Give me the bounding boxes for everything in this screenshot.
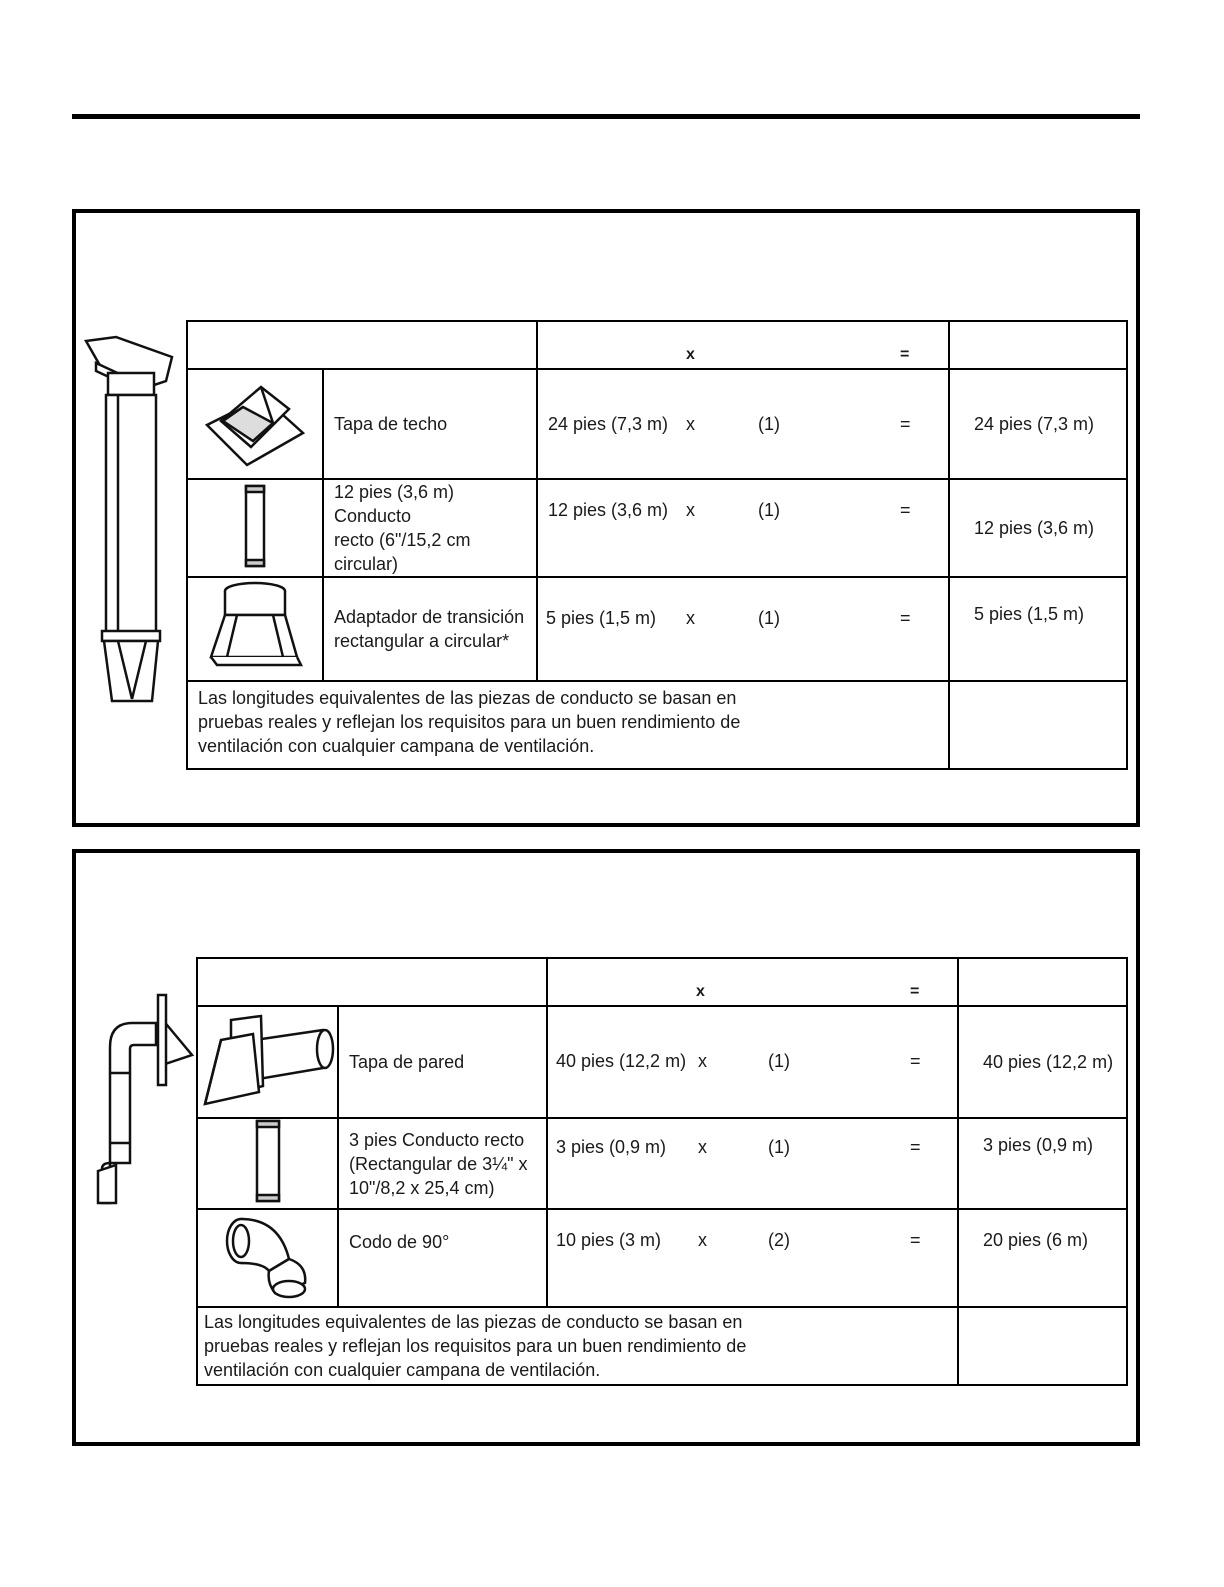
row-calc <box>547 1209 958 1307</box>
note-row <box>197 1307 1127 1385</box>
header-cell-piece <box>187 321 537 369</box>
row-calc <box>537 369 949 479</box>
roof-vent-assembly-icon <box>82 333 182 713</box>
row-times: x <box>698 1051 707 1071</box>
header-times: x <box>686 346 695 363</box>
note-total-cell <box>958 1307 1127 1385</box>
row-times: x <box>686 500 695 520</box>
description-line: 10"/8,2 x 25,4 cm) <box>349 1177 495 1198</box>
transition-adapter-icon <box>187 577 323 681</box>
row-total: 40 pies (12,2 m) <box>958 1006 1127 1118</box>
note-line: pruebas reales y reflejan los requisitos para un buen rendimiento de <box>204 1336 747 1356</box>
row-quantity: (1) <box>768 1051 790 1071</box>
row-equals: = <box>910 1230 921 1250</box>
table-row <box>197 1118 1127 1209</box>
row-quantity: (1) <box>758 608 780 628</box>
row-description <box>323 577 537 681</box>
table-row <box>197 1209 1127 1307</box>
row-times: x <box>698 1137 707 1157</box>
row-quantity: (1) <box>768 1137 790 1157</box>
row-calc <box>547 1006 958 1118</box>
row-times: x <box>698 1230 707 1250</box>
description-line: recto (6"/15,2 cm circular) <box>334 530 471 574</box>
table-row <box>187 369 1127 479</box>
top-rule <box>72 114 1140 119</box>
description-line: 3 pies Conducto recto <box>349 1129 525 1150</box>
row-times: x <box>686 414 695 434</box>
wall-vent-panel <box>72 849 1140 1446</box>
row-equals: = <box>900 608 911 628</box>
header-cell-calc <box>547 958 958 1006</box>
header-cell-total <box>949 321 1127 369</box>
note-line: Las longitudes equivalentes de las piezas de conducto se basan en <box>204 1312 743 1332</box>
table-row <box>197 1006 1127 1118</box>
row-description <box>323 479 537 577</box>
row-total: 20 pies (6 m) <box>958 1209 1127 1307</box>
note-line: Las longitudes equivalentes de las piezas de conducto se basan en <box>198 688 737 708</box>
rectangular-duct-icon <box>197 1118 338 1209</box>
description-line: Adaptador de transición <box>334 607 525 627</box>
row-quantity: (1) <box>758 414 780 434</box>
note-text <box>197 1307 958 1385</box>
row-length: 3 pies (0,9 m) <box>556 1137 667 1157</box>
row-description <box>338 1118 547 1209</box>
row-length: 24 pies (7,3 m) <box>548 414 669 434</box>
note-line: ventilación con cualquier campana de ventilación. <box>204 1360 601 1380</box>
header-equals: = <box>900 346 910 363</box>
roof-duct-table <box>186 320 1128 770</box>
row-length: 5 pies (1,5 m) <box>546 608 657 628</box>
row-quantity: (1) <box>758 500 780 520</box>
row-equals: = <box>900 500 911 520</box>
row-total: 5 pies (1,5 m) <box>949 577 1127 681</box>
description-line: Tapa de pared <box>349 1052 465 1072</box>
description-line: (Rectangular de 3¼" x <box>349 1153 528 1174</box>
note-row <box>187 681 1127 769</box>
row-description <box>323 369 537 479</box>
row-quantity: (2) <box>768 1230 790 1250</box>
roof-cap-icon <box>187 369 323 479</box>
note-text <box>187 681 949 769</box>
row-length: 12 pies (3,6 m) <box>548 500 669 520</box>
header-cell-piece <box>197 958 547 1006</box>
table-row <box>187 479 1127 577</box>
header-times: x <box>696 983 705 1000</box>
straight-duct-icon <box>187 479 323 577</box>
row-total: 24 pies (7,3 m) <box>949 369 1127 479</box>
row-calc <box>547 1118 958 1209</box>
wall-vent-assembly-icon <box>96 993 196 1213</box>
row-total: 3 pies (0,9 m) <box>958 1118 1127 1209</box>
row-description <box>338 1209 547 1307</box>
row-equals: = <box>900 414 911 434</box>
description-line: Codo de 90° <box>349 1232 450 1252</box>
row-calc <box>537 577 949 681</box>
table-row <box>187 577 1127 681</box>
row-description <box>338 1006 547 1118</box>
roof-vent-panel <box>72 209 1140 827</box>
row-equals: = <box>910 1137 921 1157</box>
note-total-cell <box>949 681 1127 769</box>
wall-cap-icon <box>197 1006 338 1118</box>
header-cell-calc <box>537 321 949 369</box>
description-line: 12 pies (3,6 m) Conducto <box>334 482 455 526</box>
row-total: 12 pies (3,6 m) <box>949 479 1127 577</box>
note-line: ventilación con cualquier campana de ventilación. <box>198 736 595 756</box>
row-length: 10 pies (3 m) <box>556 1230 662 1250</box>
row-equals: = <box>910 1051 921 1071</box>
header-equals: = <box>910 983 920 1000</box>
row-length: 40 pies (12,2 m) <box>556 1051 687 1071</box>
row-times: x <box>686 608 695 628</box>
description-line: Tapa de techo <box>334 414 448 434</box>
note-line: pruebas reales y reflejan los requisitos para un buen rendimiento de <box>198 712 741 732</box>
header-cell-total <box>958 958 1127 1006</box>
description-line: rectangular a circular* <box>334 631 510 651</box>
row-calc <box>537 479 949 577</box>
wall-duct-table <box>196 957 1128 1386</box>
elbow-90-icon <box>197 1209 338 1307</box>
